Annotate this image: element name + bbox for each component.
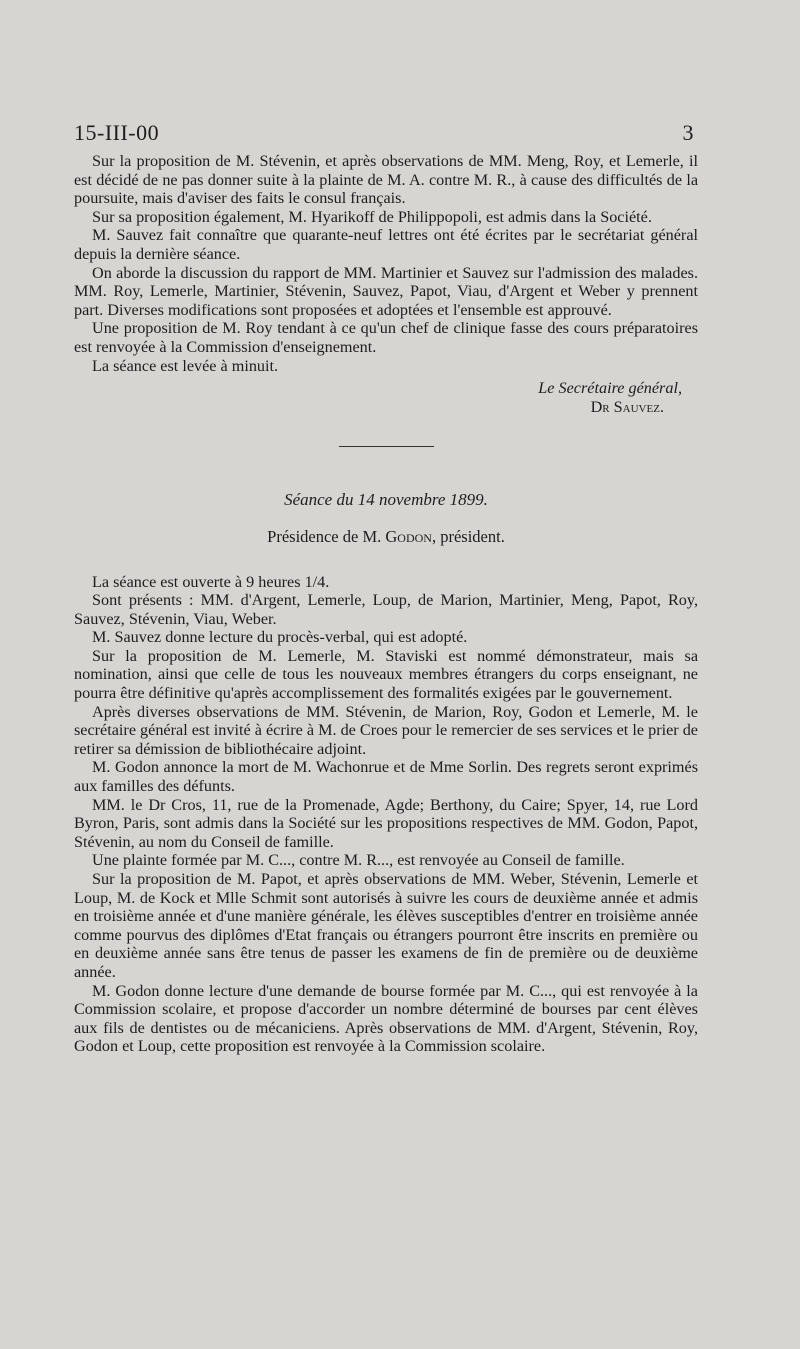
paragraph: Une proposition de M. Roy tendant à ce qu'un chef de clinique fasse des cours préparatoires est renvoyée à la Commission d'enseignement. [74, 319, 698, 356]
paragraph: Sur la proposition de M. Stévenin, et après observations de MM. Meng, Roy, et Lemerle, il est décidé de ne pas donner suite à la plainte de M. A. contre M. R., à cause des difficultés de la poursuite, mais d'aviser des faits le consul français. [74, 152, 698, 208]
paragraph: La séance est ouverte à 9 heures 1/4. [92, 572, 330, 591]
presidency-name: Godon [385, 526, 432, 546]
paragraph: Sont présents : MM. d'Argent, Lemerle, Loup, de Marion, Martinier, Meng, Papot, Roy, Sauvez, Stévenin, Viau, Weber. [74, 591, 698, 628]
section-divider [339, 446, 434, 447]
paragraph: M. Sauvez fait connaître que quarante-neuf lettres ont été écrites par le secrétariat général depuis la dernière séance. [74, 226, 698, 263]
signature-name: Dr Sauvez. [590, 397, 664, 416]
section-minutes-end [74, 152, 698, 416]
section-session [74, 491, 698, 1056]
page-number: 3 [682, 120, 694, 145]
paragraph: M. Sauvez donne lecture du procès-verbal, qui est adopté. [92, 628, 468, 647]
paragraph: La séance est levée à minuit. [92, 356, 279, 375]
paragraph: Sur la proposition de M. Lemerle, M. Staviski est nommé démonstrateur, mais sa nomination, ainsi que celle de tous les nouveaux membres étrangers du corps enseignant, ne pourra être définitive qu'après accomplissement des formalités exigées par le gouvernement. [74, 646, 698, 703]
signature-title: Le Secrétaire général, [538, 379, 682, 398]
presidency-label: Présidence de M. [267, 526, 382, 546]
paragraph: MM. le Dr Cros, 11, rue de la Promenade, Agde; Berthony, du Caire; Spyer, 14, rue Lord Byron, Paris, sont admis dans la Société sur les propositions respectives de MM. Godon, Papot, Stévenin, au nom du Conseil de famille. [74, 795, 698, 851]
paragraph: Après diverses observations de MM. Stévenin, de Marion, Roy, Godon et Lemerle, M. le secrétaire général est invité à écrire à M. de Croes pour le remercier de ses services et le prier de retirer sa démission de bibliothécaire adjoint. [74, 702, 698, 758]
paragraph: Sur sa proposition également, M. Hyarikoff de Philippopoli, est admis dans la Société. [92, 207, 652, 226]
signature-block [74, 379, 698, 416]
paragraph: M. Godon annonce la mort de M. Wachonrue et de Mme Sorlin. Des regrets seront exprimés aux familles des défunts. [74, 758, 698, 796]
paragraph: On aborde la discussion du rapport de MM. Martinier et Sauvez sur l'admission des malades. MM. Roy, Lemerle, Martinier, Stévenin, Sauvez, Papot, Viau, d'Argent et Weber y prennent part. Diverses modifications sont proposées et adoptées et l'ensemble est approuvé. [74, 263, 698, 319]
session-title: Séance du 14 novembre 1899. [284, 490, 488, 510]
paragraph: Une plainte formée par M. C..., contre M. R..., est renvoyée au Conseil de famille. [92, 851, 625, 870]
document-body [74, 152, 698, 1056]
paragraph: M. Godon donne lecture d'une demande de bourse formée par M. C..., qui est renvoyée à la Commission scolaire, et propose d'accorder un nombre déterminé de bourses par cent élèves aux fils de dentistes ou de mécaniciens. Après observations de MM. d'Argent, Stévenin, Roy, Godon et Loup, cette proposition est renvoyée à la Commission scolaire. [74, 981, 698, 1056]
presidency-role: , président. [431, 526, 505, 546]
header-date: 15-III-00 [74, 120, 160, 145]
presidency-line [74, 528, 698, 547]
running-head [74, 120, 694, 146]
paragraph: Sur la proposition de M. Papot, et après observations de MM. Weber, Stévenin, Lemerle et Loup, M. de Kock et Mlle Schmit sont autorisés à suivre les cours de deuxième année et admis en troisième année et d'une manière générale, les élèves susceptibles d'entrer en troisième année comme pourvus des diplômes d'Etat français ou étrangers pourront être inscrits en première ou en deuxième année sans être tenus de passer les examens de fin de première ou de deuxième année. [74, 870, 698, 981]
